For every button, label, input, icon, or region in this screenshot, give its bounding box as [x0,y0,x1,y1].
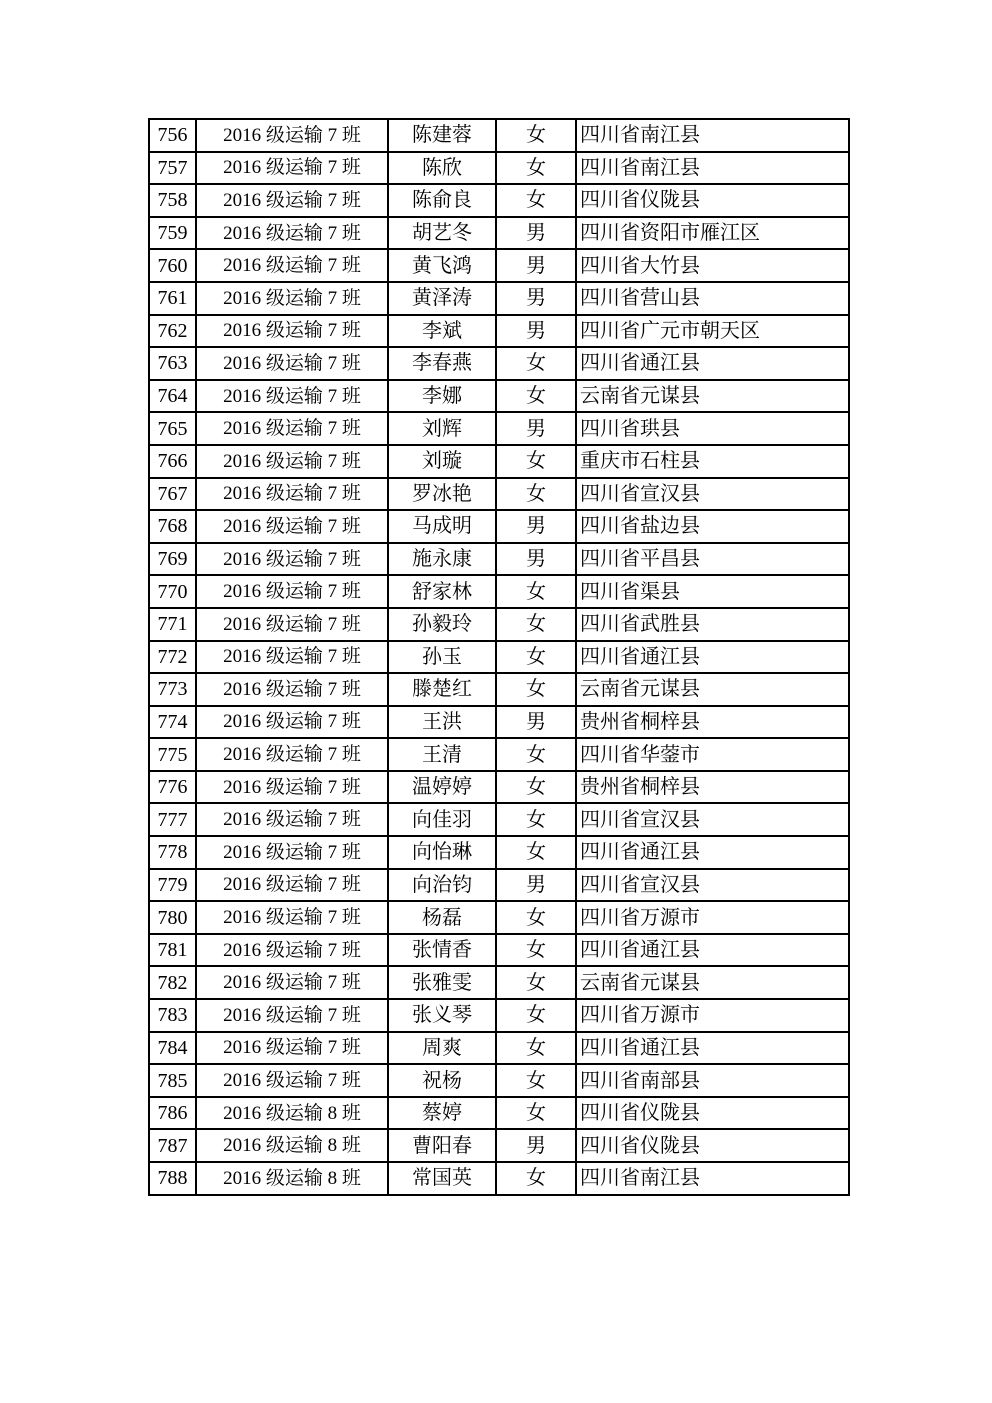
table-row [149,315,849,348]
cell-name: 常国英 [388,1162,496,1195]
cell-gender: 男 [496,1129,576,1162]
cell-hometown: 四川省华蓥市 [576,738,849,771]
cell-gender: 女 [496,738,576,771]
cell-no: 766 [149,445,196,478]
cell-class_name: 2016 级运输 7 班 [196,282,388,315]
cell-class_name: 2016 级运输 7 班 [196,934,388,967]
cell-class_name: 2016 级运输 7 班 [196,738,388,771]
cell-no: 776 [149,771,196,804]
cell-no: 756 [149,119,196,152]
cell-name: 祝杨 [388,1064,496,1097]
cell-name: 舒家林 [388,575,496,608]
cell-hometown: 四川省通江县 [576,934,849,967]
cell-class_name: 2016 级运输 7 班 [196,706,388,739]
cell-name: 罗冰艳 [388,478,496,511]
cell-hometown: 四川省营山县 [576,282,849,315]
table-row [149,738,849,771]
table-row [149,869,849,902]
cell-name: 孙玉 [388,641,496,674]
cell-name: 张情香 [388,934,496,967]
cell-hometown: 四川省通江县 [576,641,849,674]
table-row [149,836,849,869]
cell-hometown: 四川省宣汉县 [576,869,849,902]
cell-no: 770 [149,575,196,608]
cell-name: 李娜 [388,380,496,413]
cell-no: 782 [149,966,196,999]
cell-hometown: 云南省元谋县 [576,673,849,706]
cell-gender: 女 [496,1097,576,1130]
cell-no: 783 [149,999,196,1032]
cell-gender: 女 [496,608,576,641]
cell-class_name: 2016 级运输 7 班 [196,966,388,999]
table-row [149,119,849,152]
cell-name: 胡艺冬 [388,217,496,250]
cell-class_name: 2016 级运输 7 班 [196,999,388,1032]
cell-hometown: 四川省仪陇县 [576,184,849,217]
cell-name: 刘璇 [388,445,496,478]
cell-hometown: 四川省仪陇县 [576,1129,849,1162]
cell-no: 759 [149,217,196,250]
cell-hometown: 四川省万源市 [576,999,849,1032]
cell-hometown: 四川省宣汉县 [576,803,849,836]
table-row [149,934,849,967]
cell-no: 757 [149,152,196,185]
cell-no: 775 [149,738,196,771]
cell-name: 曹阳春 [388,1129,496,1162]
table-row [149,706,849,739]
cell-class_name: 2016 级运输 7 班 [196,249,388,282]
table-row [149,999,849,1032]
table-row [149,282,849,315]
student-roster-table [148,118,850,1196]
cell-class_name: 2016 级运输 7 班 [196,771,388,804]
cell-hometown: 四川省仪陇县 [576,1097,849,1130]
cell-name: 黄飞鸿 [388,249,496,282]
cell-hometown: 四川省通江县 [576,1032,849,1065]
cell-name: 向治钧 [388,869,496,902]
cell-class_name: 2016 级运输 8 班 [196,1097,388,1130]
table-row [149,1129,849,1162]
cell-gender: 女 [496,380,576,413]
cell-hometown: 四川省资阳市雁江区 [576,217,849,250]
cell-name: 李春燕 [388,347,496,380]
cell-hometown: 四川省广元市朝天区 [576,315,849,348]
cell-name: 孙毅玲 [388,608,496,641]
cell-gender: 女 [496,1162,576,1195]
cell-gender: 女 [496,934,576,967]
cell-name: 蔡婷 [388,1097,496,1130]
cell-hometown: 四川省大竹县 [576,249,849,282]
cell-name: 向佳羽 [388,803,496,836]
cell-class_name: 2016 级运输 7 班 [196,869,388,902]
cell-hometown: 云南省元谋县 [576,380,849,413]
table-row [149,510,849,543]
cell-no: 771 [149,608,196,641]
cell-class_name: 2016 级运输 7 班 [196,673,388,706]
cell-name: 杨磊 [388,901,496,934]
table-row [149,673,849,706]
cell-no: 778 [149,836,196,869]
cell-no: 763 [149,347,196,380]
table-row [149,184,849,217]
cell-hometown: 四川省武胜县 [576,608,849,641]
cell-no: 760 [149,249,196,282]
cell-class_name: 2016 级运输 7 班 [196,445,388,478]
table-row [149,380,849,413]
table-row [149,575,849,608]
cell-hometown: 四川省盐边县 [576,510,849,543]
cell-class_name: 2016 级运输 7 班 [196,901,388,934]
table-row [149,771,849,804]
cell-no: 787 [149,1129,196,1162]
table-row [149,347,849,380]
cell-hometown: 贵州省桐梓县 [576,706,849,739]
cell-gender: 女 [496,836,576,869]
cell-no: 769 [149,543,196,576]
cell-hometown: 四川省万源市 [576,901,849,934]
cell-gender: 女 [496,347,576,380]
table-row [149,152,849,185]
cell-gender: 女 [496,771,576,804]
cell-class_name: 2016 级运输 7 班 [196,803,388,836]
cell-hometown: 四川省南江县 [576,1162,849,1195]
cell-gender: 男 [496,510,576,543]
cell-no: 773 [149,673,196,706]
cell-gender: 女 [496,575,576,608]
cell-class_name: 2016 级运输 7 班 [196,1032,388,1065]
cell-name: 张义琴 [388,999,496,1032]
table-row [149,803,849,836]
table-row [149,445,849,478]
cell-gender: 女 [496,673,576,706]
cell-name: 陈俞良 [388,184,496,217]
cell-class_name: 2016 级运输 7 班 [196,1064,388,1097]
cell-gender: 男 [496,869,576,902]
cell-no: 772 [149,641,196,674]
cell-class_name: 2016 级运输 8 班 [196,1129,388,1162]
cell-no: 774 [149,706,196,739]
cell-name: 王洪 [388,706,496,739]
cell-class_name: 2016 级运输 7 班 [196,836,388,869]
cell-hometown: 云南省元谋县 [576,966,849,999]
cell-name: 黄泽涛 [388,282,496,315]
cell-no: 786 [149,1097,196,1130]
table-row [149,1064,849,1097]
cell-gender: 女 [496,152,576,185]
cell-class_name: 2016 级运输 7 班 [196,575,388,608]
cell-class_name: 2016 级运输 7 班 [196,315,388,348]
cell-no: 780 [149,901,196,934]
table-row [149,543,849,576]
cell-class_name: 2016 级运输 7 班 [196,478,388,511]
cell-hometown: 重庆市石柱县 [576,445,849,478]
cell-gender: 女 [496,803,576,836]
cell-class_name: 2016 级运输 7 班 [196,380,388,413]
cell-gender: 男 [496,249,576,282]
cell-gender: 男 [496,412,576,445]
cell-name: 温婷婷 [388,771,496,804]
table-row [149,966,849,999]
table-row [149,412,849,445]
cell-no: 777 [149,803,196,836]
cell-name: 刘辉 [388,412,496,445]
cell-gender: 女 [496,966,576,999]
cell-name: 施永康 [388,543,496,576]
cell-hometown: 四川省南部县 [576,1064,849,1097]
cell-class_name: 2016 级运输 7 班 [196,608,388,641]
cell-gender: 女 [496,1064,576,1097]
table-row [149,1162,849,1195]
cell-hometown: 四川省南江县 [576,152,849,185]
cell-class_name: 2016 级运输 7 班 [196,152,388,185]
cell-hometown: 四川省珙县 [576,412,849,445]
cell-no: 779 [149,869,196,902]
cell-no: 788 [149,1162,196,1195]
cell-no: 761 [149,282,196,315]
cell-class_name: 2016 级运输 7 班 [196,119,388,152]
cell-name: 张雅雯 [388,966,496,999]
cell-class_name: 2016 级运输 7 班 [196,184,388,217]
cell-no: 762 [149,315,196,348]
cell-gender: 女 [496,1032,576,1065]
cell-no: 758 [149,184,196,217]
table-body [149,119,849,1195]
cell-name: 马成明 [388,510,496,543]
table-row [149,901,849,934]
table-row [149,249,849,282]
cell-gender: 男 [496,315,576,348]
cell-name: 周爽 [388,1032,496,1065]
cell-gender: 女 [496,999,576,1032]
cell-class_name: 2016 级运输 8 班 [196,1162,388,1195]
cell-hometown: 四川省宣汉县 [576,478,849,511]
cell-name: 滕楚红 [388,673,496,706]
cell-no: 768 [149,510,196,543]
cell-gender: 女 [496,119,576,152]
cell-gender: 女 [496,641,576,674]
cell-gender: 女 [496,478,576,511]
cell-name: 陈欣 [388,152,496,185]
cell-gender: 男 [496,217,576,250]
cell-gender: 男 [496,543,576,576]
cell-name: 陈建蓉 [388,119,496,152]
cell-no: 767 [149,478,196,511]
cell-class_name: 2016 级运输 7 班 [196,543,388,576]
table-row [149,217,849,250]
cell-hometown: 四川省渠县 [576,575,849,608]
cell-no: 765 [149,412,196,445]
table-row [149,1032,849,1065]
cell-hometown: 贵州省桐梓县 [576,771,849,804]
cell-class_name: 2016 级运输 7 班 [196,510,388,543]
cell-gender: 女 [496,901,576,934]
cell-class_name: 2016 级运输 7 班 [196,412,388,445]
cell-name: 李斌 [388,315,496,348]
cell-no: 781 [149,934,196,967]
cell-class_name: 2016 级运输 7 班 [196,641,388,674]
table-row [149,478,849,511]
cell-gender: 女 [496,184,576,217]
cell-no: 785 [149,1064,196,1097]
cell-class_name: 2016 级运输 7 班 [196,217,388,250]
cell-gender: 女 [496,445,576,478]
cell-no: 764 [149,380,196,413]
cell-hometown: 四川省平昌县 [576,543,849,576]
cell-hometown: 四川省通江县 [576,836,849,869]
cell-name: 向怡琳 [388,836,496,869]
cell-hometown: 四川省南江县 [576,119,849,152]
table-row [149,641,849,674]
table-row [149,1097,849,1130]
cell-class_name: 2016 级运输 7 班 [196,347,388,380]
cell-hometown: 四川省通江县 [576,347,849,380]
table-row [149,608,849,641]
cell-gender: 男 [496,706,576,739]
cell-gender: 男 [496,282,576,315]
cell-no: 784 [149,1032,196,1065]
cell-name: 王清 [388,738,496,771]
